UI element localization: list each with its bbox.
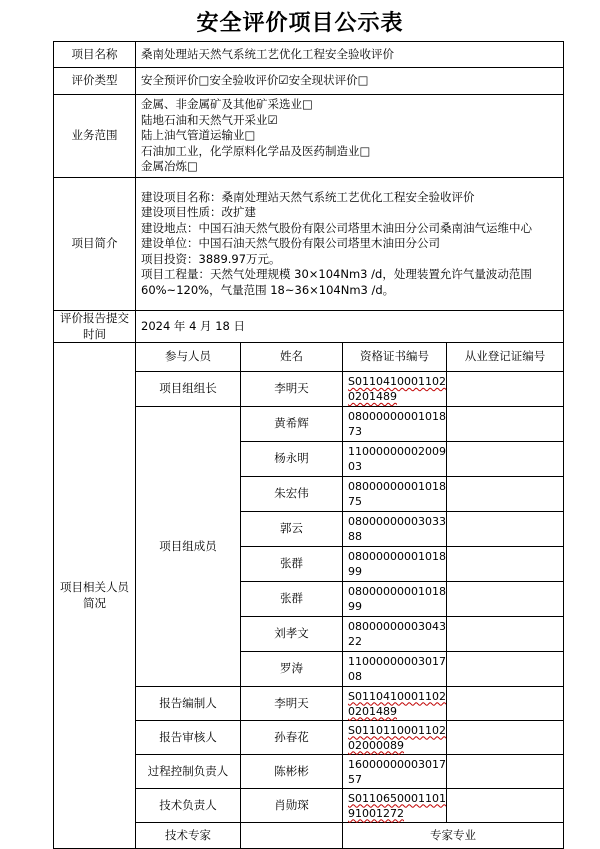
scope-line: 金属、非金属矿及其他矿采选业□ [141,97,313,112]
business-scope-label: 业务范围 [54,95,136,178]
process-control-role: 过程控制负责人 [136,755,241,789]
intro-line: 建设单位：中国石油天然气股份有限公司塔里木油田分公司 [141,236,440,251]
tech-lead-role: 技术负责人 [136,789,241,823]
member-registration [447,652,564,687]
editor-registration [447,687,564,721]
tech-lead-name: 肖勋琛 [241,789,343,823]
project-intro-label: 项目简介 [54,178,136,311]
member-cert: 08000000001018 75 [343,477,447,512]
member-name: 黄希辉 [241,407,343,442]
member-cert: 08000000001018 99 [343,582,447,617]
scope-line: 陆上油气管道运输业□ [141,128,256,143]
member-cert: 08000000001018 73 [343,407,447,442]
leader-registration [447,372,564,407]
member-registration [447,407,564,442]
tech-lead-cert: S0110650001101 91001272 [343,789,447,823]
member-name: 罗涛 [241,652,343,687]
expert-label: 技术专家 [136,823,241,849]
business-scope-value [136,95,564,178]
scope-line: 陆地石油和天然气开采业☑ [141,112,278,127]
process-control-registration [447,755,564,789]
row-project-name [54,42,564,68]
leader-name: 李明天 [241,372,343,407]
member-registration [447,547,564,582]
evaluation-type-value: 安全预评价□安全验收评价☑安全现状评价□ [136,68,564,95]
members-role: 项目组成员 [136,407,241,687]
member-cert: 11000000003017 08 [343,652,447,687]
member-name: 刘孝文 [241,617,343,652]
editor-role: 报告编制人 [136,687,241,721]
row-project-intro [54,178,564,311]
header-role: 参与人员 [136,343,241,372]
member-name: 张群 [241,547,343,582]
tech-lead-registration [447,789,564,823]
page-title: 安全评价项目公示表 [196,10,404,36]
process-control-cert: 16000000003017 57 [343,755,447,789]
member-cert: 08000000001018 99 [343,547,447,582]
personnel-section-label: 项目相关人员简况 [54,343,136,849]
editor-cert: S0110410001102 0201489 [343,687,447,721]
leader-role: 项目组组长 [136,372,241,407]
submit-date-value: 2024 年 4 月 18 日 [136,311,564,343]
header-cert-no: 资格证书编号 [343,343,447,372]
reviewer-cert: S0110110001102 02000089 [343,721,447,755]
leader-cert: S0110410001102 0201489 [343,372,447,407]
expert-name [241,823,343,849]
row-submit-date [54,311,564,343]
member-name: 杨永明 [241,442,343,477]
header-registration-no: 从业登记证编号 [447,343,564,372]
personnel-header-row [54,343,564,372]
scope-line: 石油加工业，化学原料化学品及医药制造业□ [141,143,371,158]
intro-line: 建设项目名称：桑南处理站天然气系统工艺优化工程安全验收评价 [141,189,475,204]
member-registration [447,477,564,512]
member-cert: 08000000003033 88 [343,512,447,547]
row-business-scope [54,95,564,178]
editor-name: 李明天 [241,687,343,721]
project-name-label: 项目名称 [54,42,136,68]
member-registration [447,617,564,652]
intro-line: 项目工程量：天然气处理规模 30×104Nm3 /d，处理装置允许气量波动范围 60%~120%，气量范围 18~36×104Nm3 /d。 [141,267,532,297]
submit-date-label: 评价报告提交时间 [54,311,136,343]
row-evaluation-type [54,68,564,95]
scope-line: 金属冶炼□ [141,159,198,174]
member-registration [447,442,564,477]
header-name: 姓名 [241,343,343,372]
publicity-table [53,41,564,849]
member-registration [447,512,564,547]
member-name: 郭云 [241,512,343,547]
intro-line: 建设项目性质：改扩建 [141,205,256,220]
member-registration [447,582,564,617]
member-name: 张群 [241,582,343,617]
member-cert: 08000000003043 22 [343,617,447,652]
project-name-value: 桑南处理站天然气系统工艺优化工程安全验收评价 [136,42,564,68]
process-control-name: 陈彬彬 [241,755,343,789]
reviewer-role: 报告审核人 [136,721,241,755]
reviewer-registration [447,721,564,755]
member-name: 朱宏伟 [241,477,343,512]
member-cert: 11000000002009 03 [343,442,447,477]
intro-line: 项目投资：3889.97万元。 [141,251,281,266]
expert-specialty-label: 专家专业 [343,823,564,849]
intro-line: 建设地点：中国石油天然气股份有限公司塔里木油田分公司桑南油气运维中心 [141,220,532,235]
evaluation-type-label: 评价类型 [54,68,136,95]
project-intro-value [136,178,564,311]
reviewer-name: 孙春花 [241,721,343,755]
